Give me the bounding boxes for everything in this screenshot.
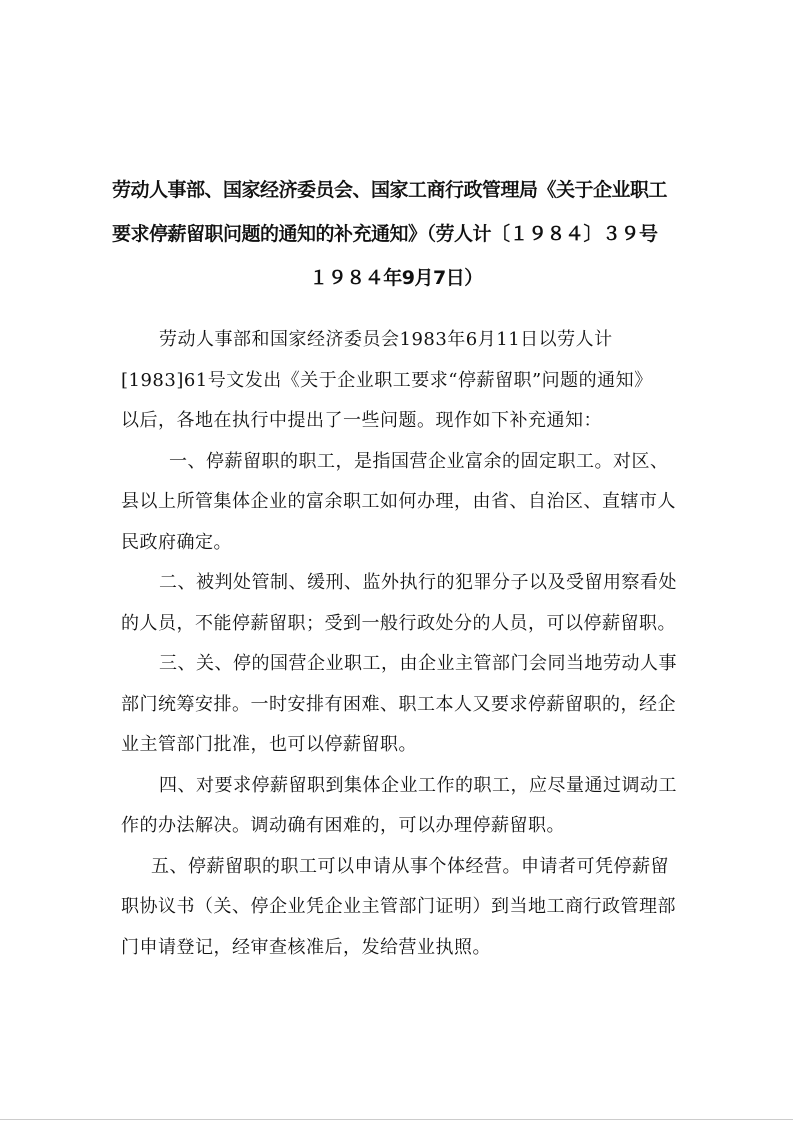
paragraph-line: 业主管部门批准，也可以停薪留职。 [121, 734, 417, 755]
page-bottom-divider [0, 1119, 793, 1120]
document-title [112, 168, 680, 300]
paragraph-item-3 [121, 644, 681, 766]
paragraph-line: 职协议书（关、停企业凭企业主管部门证明）到当地工商行政管理部 [121, 896, 676, 917]
paragraph-line: 部门统筹安排。一时安排有困难、职工本人又要求停薪留职的，经企 [121, 693, 676, 715]
document-body [121, 320, 681, 968]
paragraph-line: 作的办法解决。调动确有困难的，可以办理停薪留职。 [121, 815, 565, 836]
paragraph-line: 以后，各地在执行中提出了一些问题。现作如下补充通知： [121, 410, 602, 431]
title-line-3-date: １９８４年9月7日） [309, 267, 483, 289]
paragraph-line: 五、停薪留职的职工可以申请从事个体经营。申请者可凭停薪留 [151, 855, 669, 877]
paragraph-line: 一、停薪留职的职工，是指国营企业富余的固定职工。对区、 [169, 450, 669, 472]
paragraph-line: 三、关、停的国营企业职工，由企业主管部门会同当地劳动人事 [159, 653, 677, 674]
paragraph-line: 二、被判处管制、缓刑、监外执行的犯罪分子以及受留用察看处 [159, 572, 677, 593]
paragraph-item-5 [121, 847, 681, 969]
paragraph-item-1 [121, 442, 681, 564]
paragraph-line: [1983]61号文发出《关于企业职工要求“停薪留职”问题的通知》 [121, 369, 653, 391]
title-line-2: 要求停薪留职问题的通知的补充通知》（劳人计〔１９８４〕３９号 [112, 223, 658, 245]
paragraph-line: 门申请登记，经审查核准后，发给营业执照。 [121, 936, 491, 958]
paragraph-line: 民政府确定。 [121, 531, 232, 553]
title-line-1: 劳动人事部、国家经济委员会、国家工商行政管理局《关于企业职工 [112, 179, 668, 201]
paragraph-intro [121, 320, 681, 442]
paragraph-line: 四、对要求停薪留职到集体企业工作的职工，应尽量通过调动工 [159, 774, 677, 796]
paragraph-item-4 [121, 766, 681, 847]
paragraph-item-2 [121, 563, 681, 644]
paragraph-line: 县以上所管集体企业的富余职工如何办理，由省、自治区、直辖市人 [121, 491, 676, 512]
paragraph-line: 劳动人事部和国家经济委员会1983年6月11日以劳人计 [159, 329, 613, 350]
paragraph-line: 的人员，不能停薪留职；受到一般行政处分的人员，可以停薪留职。 [121, 612, 676, 634]
